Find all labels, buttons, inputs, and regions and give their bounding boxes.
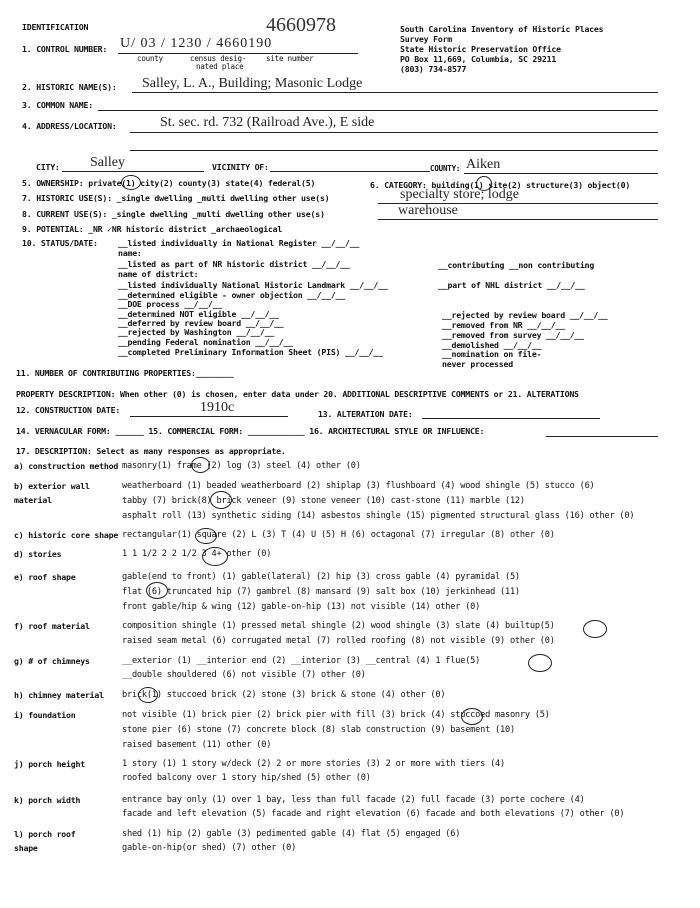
address-value: St. sec. rd. 732 (Railroad Ave.), E side: [160, 115, 375, 130]
contributing-properties: 11. NUMBER OF CONTRIBUTING PROPERTIES:________: [16, 368, 234, 378]
construction-date-value: 1910c: [200, 400, 235, 415]
status-left-item: __determined NOT eligible __/__/__: [118, 309, 279, 319]
status-left-item: name of district:: [118, 269, 199, 279]
org-line: State Historic Preservation Office: [400, 44, 561, 54]
circle-builtup: [583, 620, 607, 638]
status-left-item: __deferred by review board __/__/__: [118, 318, 284, 328]
alteration-date-line: [422, 418, 600, 419]
common-name-line: [98, 110, 658, 111]
status-right-top-item: __part of NHL district __/__/__: [438, 280, 585, 290]
description-options: shed (1) hip (2) gable (3) pedimented gable (4) flat (5) engaged (6): [122, 829, 461, 839]
status-right-bottom-item: __demolished __/__/__: [442, 340, 542, 350]
description-label: g) # of chimneys: [14, 656, 90, 666]
status-left-item: __listed as part of NR historic district __/__/__: [118, 259, 350, 269]
site-number-caption: site number: [266, 54, 314, 63]
census-caption: census desig-: [190, 54, 247, 63]
historic-names-line: [132, 92, 658, 93]
org-line: PO Box 11,669, Columbia, SC 29211: [400, 54, 557, 64]
circle-two-stories: [202, 547, 228, 566]
current-use-line: 8. CURRENT USE(S): _single dwelling _multi dwelling other use(s): [22, 209, 325, 219]
status-right-bottom-item: __nomination on file-: [442, 349, 542, 359]
org-line: Survey Form: [400, 34, 453, 44]
circle-private: [121, 175, 141, 190]
description-options: facade and left elevation (5) facade and right elevation (6) facade and both elevations (7) other (0): [122, 809, 625, 819]
potential-line: 9. POTENTIAL: _NR ✓NR historic district _archaeological: [22, 224, 283, 234]
historic-use-value: specialty store; lodge: [400, 187, 519, 202]
description-label: a) construction method: [14, 461, 119, 471]
status-right-bottom-item: __removed from survey __/__/__: [442, 330, 584, 340]
status-left-item: __completed Preliminary Information Sheet (PIS) __/__/__: [118, 347, 383, 357]
description-label: k) porch width: [14, 795, 81, 805]
description-options: masonry(1) frame (2) log (3) steel (4) other (0): [122, 461, 361, 471]
description-label: l) porch roof: [14, 829, 76, 839]
description-options: gable(end to front) (1) gable(lateral) (2) hip (3) cross gable (4) pyramidal (5): [122, 572, 520, 582]
vernacular-line: 14. VERNACULAR FORM: ______ 15. COMMERCIAL FORM: ____________ 16. ARCHITECTURAL STYLE OR INFLUENCE:: [16, 426, 485, 436]
census-caption-2: nated place: [196, 62, 244, 71]
description-options: tabby (7) brick(8) brick veneer (9) stone veneer (10) cast-stone (11) marble (12): [122, 496, 525, 506]
control-number-label: 1. CONTROL NUMBER:: [22, 44, 108, 54]
circle-flue: [528, 654, 552, 672]
description-options: front gable/hip & wing (12) gable-on-hip (13) not visible (14) other (0): [122, 602, 481, 612]
category-line: 6. CATEGORY: building(1) site(2) structure(3) object(0): [370, 180, 631, 190]
address-label: 4. ADDRESS/LOCATION:: [22, 121, 117, 131]
status-left-item: __DOE process __/__/__: [118, 299, 223, 309]
description-label: h) chimney material: [14, 690, 104, 700]
description-options: entrance bay only (1) over 1 bay, less than full facade (2) full facade (3) porte cochere (4): [122, 795, 585, 805]
description-label: e) roof shape: [14, 572, 76, 582]
circle-flat-roof: [146, 582, 168, 599]
vicinity-line: [270, 171, 430, 172]
current-use-value: warehouse: [398, 203, 458, 218]
city-line: [62, 171, 204, 172]
address-line: [130, 132, 658, 133]
alteration-date-label: 13. ALTERATION DATE:: [318, 409, 413, 419]
circle-brick: [210, 491, 232, 509]
status-right-bottom-item: __rejected by review board __/__/__: [442, 310, 608, 320]
status-left-item: __determined eligible - owner objection __/__/__: [118, 290, 346, 300]
description-options: 1 1 1/2 2 2 1/2 3 4+ other (0): [122, 549, 272, 559]
circle-brick-chimney: [138, 687, 158, 703]
description-options: raised seam metal (6) corrugated metal (7) rolled roofing (8) not visible (9) other (0): [122, 636, 555, 646]
vicinity-label: VICINITY OF:: [212, 162, 269, 172]
description-options: __exterior (1) __interior end (2) __interior (3) __central (4) 1 flue(5): [122, 656, 481, 666]
identification-heading: IDENTIFICATION: [22, 22, 89, 32]
description-options: roofed balcony over 1 story hip/shed (5) other (0): [122, 773, 371, 783]
historic-use-line: 7. HISTORIC USE(S): _single dwelling _multi dwelling other use(s): [22, 193, 330, 203]
description-label: f) roof material: [14, 621, 90, 631]
status-left-item: name:: [118, 248, 142, 258]
description-options: stone pier (6) stone (7) concrete block (8) slab construction (9) basement (10): [122, 725, 515, 735]
city-value: Salley: [90, 155, 125, 170]
current-use-underline: [378, 219, 658, 220]
description-label: i) foundation: [14, 710, 76, 720]
status-label: 10. STATUS/DATE:: [22, 238, 98, 248]
description-options: brick(1) stuccoed brick (2) stone (3) brick & stone (4) other (0): [122, 690, 446, 700]
description-options: raised basement (11) other (0): [122, 740, 272, 750]
circle-masonry: [191, 457, 210, 473]
status-right-top-item: __contributing __non contributing: [438, 260, 595, 270]
description-options: flat (6) truncated hip (7) gambrel (8) mansard (9) salt box (10) jerkinhead (11): [122, 587, 520, 597]
county-line: [464, 173, 658, 174]
historic-names-label: 2. HISTORIC NAME(S):: [22, 82, 117, 92]
description-options: 1 story (1) 1 story w/deck (2) 2 or more stories (3) 2 or more with tiers (4): [122, 759, 505, 769]
description-options: not visible (1) brick pier (2) brick pier with fill (3) brick (4) stuccoed masonry (5): [122, 710, 550, 720]
description-label: b) exterior wall: [14, 481, 90, 491]
status-left-item: __listed individually in National Register __/__/__: [118, 238, 360, 248]
control-number-value: U/ 03 / 1230 / 4660190: [120, 36, 273, 51]
construction-date-label: 12. CONSTRUCTION DATE:: [16, 405, 121, 415]
description-label: d) stories: [14, 549, 62, 559]
description-options: weatherboard (1) beaded weatherboard (2) shiplap (3) flushboard (4) wood shingle (5) stucco (6): [122, 481, 595, 491]
description-label: j) porch height: [14, 759, 85, 769]
status-left-item: __pending Federal nomination __/__/__: [118, 337, 293, 347]
org-line: (803) 734-8577: [400, 64, 467, 74]
county-label: COUNTY:: [430, 164, 461, 173]
status-right-bottom-item: never processed: [442, 359, 513, 369]
circle-brick-foundation: [461, 708, 483, 725]
description-label: c) historic core shape: [14, 530, 119, 540]
property-description-note: PROPERTY DESCRIPTION: When other (0) is chosen, enter data under 20. ADDITIONAL DESCRIPTIVE COMMENTS or 21. ALTERATIONS: [16, 389, 579, 399]
historic-names-value: Salley, L. A., Building; Masonic Lodge: [142, 76, 363, 91]
description-options: asphalt roll (13) synthetic siding (14) asbestos shingle (15) pigmented structural glass (16) other (0): [122, 511, 635, 521]
construction-date-line: [130, 416, 288, 417]
common-name-label: 3. COMMON NAME:: [22, 100, 93, 110]
ownership-line: 5. OWNERSHIP: private(1) city(2) county(3) state(4) federal(5): [22, 178, 316, 188]
county-value: Aiken: [466, 157, 501, 172]
description-options: __double shouldered (6) not visible (7) other (0): [122, 670, 366, 680]
description-intro: 17. DESCRIPTION: Select as many responses as appropriate.: [16, 446, 286, 456]
description-options: composition shingle (1) pressed metal shingle (2) wood shingle (3) slate (4) builtup(5): [122, 621, 555, 631]
description-label-continued: shape: [14, 843, 38, 853]
description-options: gable-on-hip(or shed) (7) other (0): [122, 843, 297, 853]
county-caption: county: [137, 54, 163, 63]
circle-rectangular: [195, 528, 217, 544]
style-line: [546, 436, 658, 437]
address-line-2: [130, 150, 658, 151]
status-left-item: __listed individually National Historic Landmark __/__/__: [118, 280, 388, 290]
circle-building: [476, 176, 492, 191]
handwritten-site-number: 4660978: [266, 14, 336, 36]
status-left-item: __rejected by Washington __/__/__: [118, 327, 275, 337]
city-label: CITY:: [36, 162, 60, 172]
status-right-bottom-item: __removed from NR __/__/__: [442, 320, 565, 330]
description-options: rectangular(1) square (2) L (3) T (4) U (5) H (6) octagonal (7) irregular (8) other (0): [122, 530, 555, 540]
description-label-continued: material: [14, 495, 52, 505]
org-line: South Carolina Inventory of Historic Places: [400, 24, 604, 34]
